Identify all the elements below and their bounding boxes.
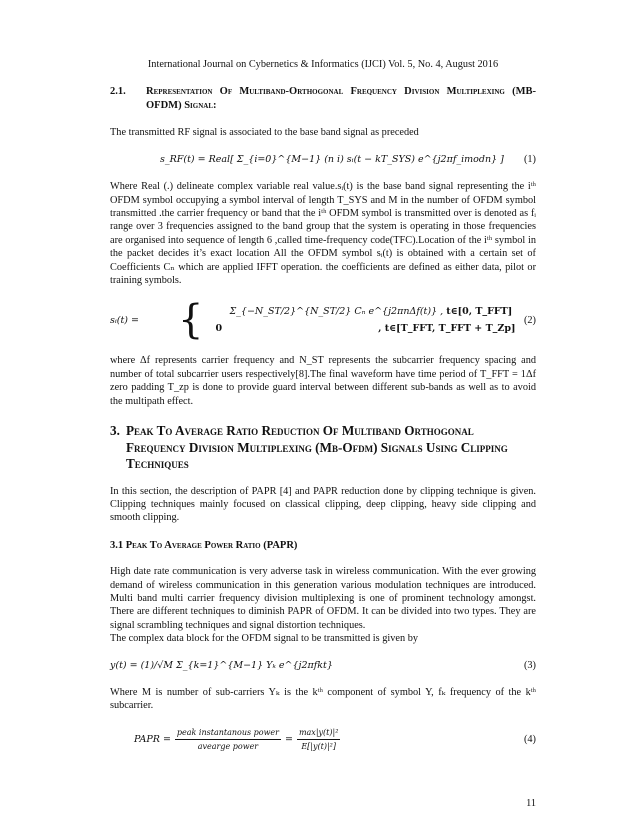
fraction-power-ratio: $\frac{\text{peak instantanous power}}{\text{avearge power}}$ — [176, 727, 279, 752]
paragraph-subcarriers-definition: Where M is number of sub-carriers Yₖ is the kᵗʰ component of symbol Y, fₖ frequency of the kᵗʰ subcarrier. — [110, 687, 536, 712]
paragraph-clipping-intro: In this section, the description of PAPR [4] and PAPR reduction done by clipping technique is given. Clipping techniques mainly focused on classical clipping, deep clipping, heavy side clipping and smooth clipping. — [110, 485, 536, 524]
equation-4-number: (4) — [523, 734, 536, 746]
section-3-1-heading: 3.1 Peak To Average Power Ratio (PAPR) — [110, 539, 298, 551]
section-number: 3. — [110, 423, 120, 439]
case-1-expression: Σ_{−N_ST/2}^{N_ST/2} Cₙ e^{j2πnΔf(t)} , — [229, 306, 444, 318]
equation-3 — [110, 659, 536, 672]
section-2-1-heading — [110, 85, 536, 113]
equation-1-number: (1) — [523, 153, 536, 165]
fraction-max-expectation: $\frac{\text{max|y(t)|²}}{\text{E[|y(t)|²]}}$ — [298, 727, 339, 752]
section-3-heading — [110, 423, 536, 473]
paragraph-real-definition: Where Real (.) delineate complex variable real value.sᵢ(t) is the base band signal representing the iᵗʰ OFDM symbol occupying a symbol interval of length T_SYS and M in the number of OFDM symbol transmitted .the carrier frequency or band that the iᵗʰ OFDM symbol is transmitted over is denoted as fᵢ range over 3 frequencies assigned to the band group that the system is operating in those frequencies are organised into sequence of length 6 ,called time-frequency code(TFC).Location of the iᵗʰ symbol in the packet decides it’s exact location All the OFDM symbol sᵢ(t) is obtained with a certain set of Coefficients Cₙ which are applied IFFT operation. the coefficients are defined as either data, pilot or training symbols. — [110, 181, 536, 287]
equation-4: PAPR = $\frac{\text{peak instantanous power}}{\text{avearge power}}$ = $\frac{\text{max|y(t)|²}}{\text{E[|y(t)|²]}}$ (4) — [110, 726, 536, 754]
equation-2 — [110, 297, 536, 344]
case-1-condition: t∈[0, T_FFT] — [446, 306, 513, 318]
running-head: International Journal on Cybernetics & Informatics (IJCI) Vol. 5, No. 4, August 2016 — [147, 59, 499, 70]
paragraph-subcarrier: where Δf represents carrier frequency and N_ST represents the subcarrier frequency spacing and number of total subcarrier users respectively[8].The final waveform have time period of T_FFT = 1Δf zero padding T_zp is done to provide guard interval between different sub-bands as well as to avoid the multipath effect. — [110, 355, 536, 407]
paragraph-high-data-rate: High date rate communication is very adverse task in wireless communication. With the ever growing demand of wireless communication in this generation various modulation techniques are introduced. Multi band multi carrier frequency division multiplexing is one of prominent technology amongst. There are different techniques to diminish PAPR of OFDM. It can be divided into two types. They are signal scrambling techniques and signal distortion techniques. — [110, 566, 536, 631]
case-2-condition: , t∈[T_FFT, T_FFT + T_Zp] — [378, 323, 516, 335]
equation-2-number: (2) — [523, 314, 536, 326]
paragraph-complex-data-block: The complex data block for the OFDM signal to be transmitted is given by — [110, 633, 418, 645]
equation-1-body: s_RF(t) = Real[ Σ_{i=0}^{M−1} (n i) sᵢ(t − kT_SYS) e^{j2πf_imodn} ] — [160, 153, 504, 165]
section-title: Representation Of Multiband-Orthogonal Frequency Division Multiplexing (MB-OFDM) Signal: — [146, 86, 536, 112]
equation-2-cases — [215, 303, 515, 337]
case-2-expression: 0 — [215, 323, 223, 335]
paragraph-rf-intro: The transmitted RF signal is associated to the base band signal as preceded — [110, 127, 419, 139]
section-number: 2.1. — [110, 86, 126, 98]
equation-2-lhs: sᵢ(t) = — [110, 314, 139, 326]
page-number: 11 — [526, 798, 536, 809]
equation-3-body: y(t) = (1)/√M Σ_{k=1}^{M−1} Yₖ e^{j2πfkt} — [110, 659, 333, 671]
left-brace: { — [178, 297, 204, 344]
equation-1 — [110, 153, 536, 166]
section-title: Peak To Average Ratio Reduction Of Multiband Orthogonal Frequency Division Multiplexing (Mb-Ofdm) Signals Using Clipping Techniques — [126, 423, 508, 472]
equation-3-number: (3) — [523, 659, 536, 671]
equation-4-lhs: PAPR = — [134, 734, 171, 746]
